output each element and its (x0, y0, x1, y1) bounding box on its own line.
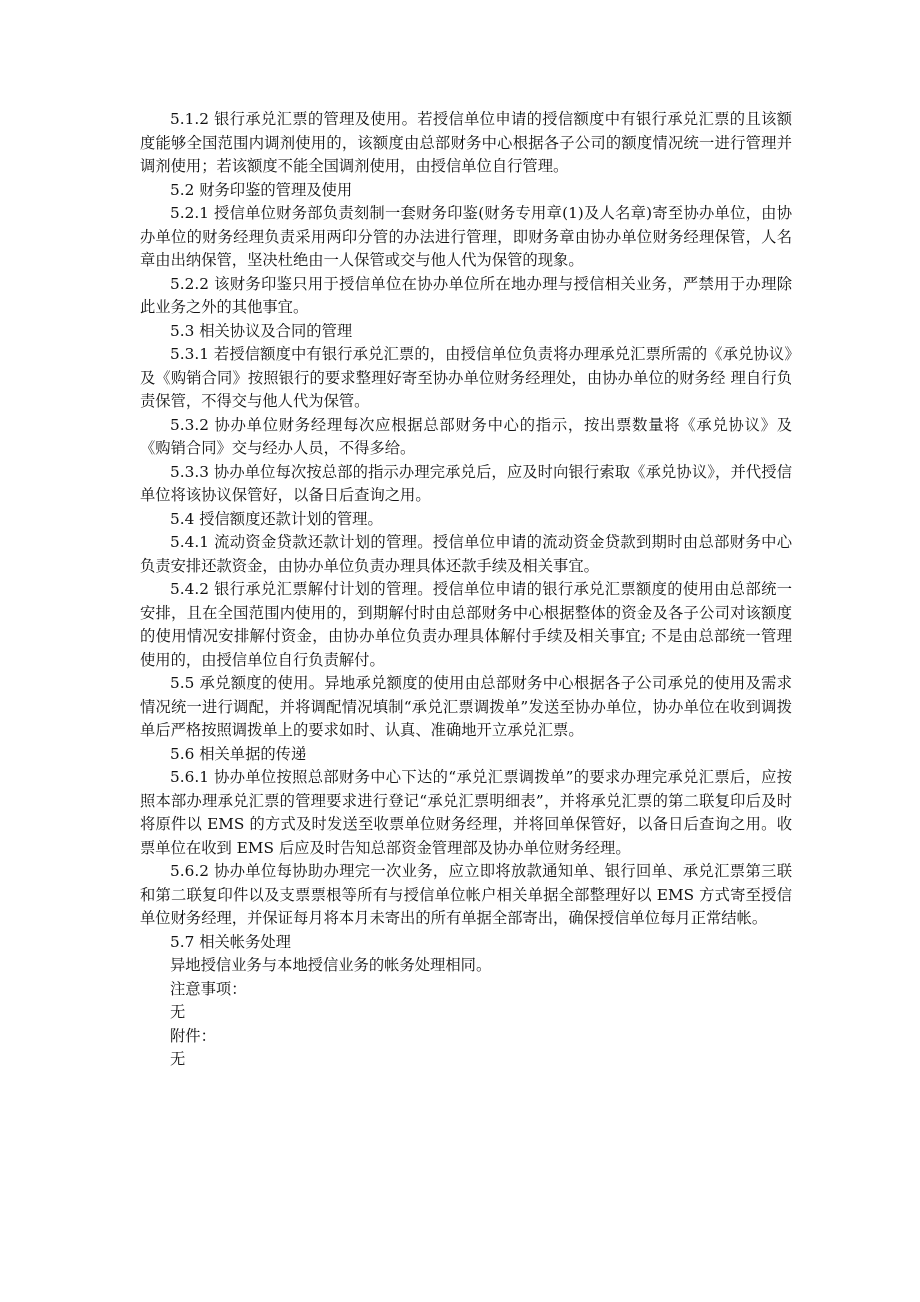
paragraph-5-2-2: 5.2.2 该财务印鉴只用于授信单位在协办单位所在地办理与授信相关业务，严禁用于办理除此业务之外的其他事宜。 (140, 274, 792, 316)
paragraph-5-6-1: 5.6.1 协办单位按照总部财务中心下达的“承兑汇票调拨单”的要求办理完承兑汇票后，应按照本部办理承兑汇票的管理要求进行登记“承兑汇票明细表”，并将承兑汇票的第二联复印后及时将原件以 EMS 的方式及时发送至收票单位财务经理，并将回单保管好，以备日后查询之用。收票单位在收到 EMS 后应及时告知总部资金管理部及协办单位财务经理。 (140, 768, 792, 857)
paragraph-5-3-1: 5.3.1 若授信额度中有银行承兑汇票的，由授信单位负责将办理承兑汇票所需的《承兑协议》及《购销合同》按照银行的要求整理好寄至协办单位财务经理处，由协办单位的财务经 理自行负责保管，不得交与他人代为保管。 (140, 345, 792, 410)
attachments-label: 附件： (170, 1026, 216, 1045)
paragraph-5-2-1: 5.2.1 授信单位财务部负责刻制一套财务印鉴(财务专用章(1)及人名章)寄至协办单位，由协办单位的财务经理负责采用两印分管的办法进行管理，即财务章由协办单位财务经理保管，人名章由出纳保管，坚决杜绝由一人保管或交与他人代为保管的现象。 (140, 204, 792, 269)
section-heading-5-2: 5.2 财务印鉴的管理及使用 (170, 180, 353, 199)
paragraph-5-3-3: 5.3.3 协办单位每次按总部的指示办理完承兑后，应及时向银行索取《承兑协议》，并代授信单位将该协议保管好，以备日后查询之用。 (140, 462, 792, 504)
paragraph-5-5: 5.5 承兑额度的使用。异地承兑额度的使用由总部财务中心根据各子公司承兑的使用及需求情况统一进行调配，并将调配情况填制“承兑汇票调拨单”发送至协办单位，协办单位在收到调拨单后严格按照调拨单上的要求如时、认真、准确地开立承兑汇票。 (140, 674, 792, 739)
paragraph-5-4-1: 5.4.1 流动资金贷款还款计划的管理。授信单位申请的流动资金贷款到期时由总部财务中心负责安排还款资金，由协办单位负责办理具体还款手续及相关事宜。 (140, 533, 792, 575)
notes-label: 注意事项： (170, 979, 247, 998)
paragraph-5-3-2: 5.3.2 协办单位财务经理每次应根据总部财务中心的指示，按出票数量将《承兑协议》及《购销合同》交与经办人员，不得多给。 (140, 415, 792, 457)
paragraph-5-1-2: 5.1.2 银行承兑汇票的管理及使用。若授信单位申请的授信额度中有银行承兑汇票的且该额度能够全国范围内调剂使用的，该额度由总部财务中心根据各子公司的额度情况统一进行管理并调剂使用；若该额度不能全国调剂使用，由授信单位自行管理。 (140, 110, 792, 175)
section-heading-5-4: 5.4 授信额度还款计划的管理。 (170, 509, 383, 528)
paragraph-5-4-2: 5.4.2 银行承兑汇票解付计划的管理。授信单位申请的银行承兑汇票额度的使用由总部统一安排，且在全国范围内使用的，到期解付时由总部财务中心根据整体的资金及各子公司对该额度的使用情况安排解付资金，由协办单位负责办理具体解付手续及相关事宜; 不是由总部统一管理使用的，由授信单位自行负责解付。 (140, 580, 792, 669)
section-heading-5-3: 5.3 相关协议及合同的管理 (170, 321, 353, 340)
paragraph-5-6-2: 5.6.2 协办单位每协助办理完一次业务，应立即将放款通知单、银行回单、承兑汇票第三联和第二联复印件以及支票票根等所有与授信单位帐户相关单据全部整理好以 EMS 方式寄至授信单位财务经理，并保证每月将本月未寄出的所有单据全部寄出，确保授信单位每月正常结帐。 (140, 862, 792, 927)
section-heading-5-7: 5.7 相关帐务处理 (170, 932, 291, 951)
attachments-value: 无 (170, 1050, 186, 1068)
document-body (140, 108, 792, 1072)
section-heading-5-6: 5.6 相关单据的传递 (170, 744, 307, 763)
notes-value: 无 (170, 1003, 186, 1021)
paragraph-5-7-body: 异地授信业务与本地授信业务的帐务处理相同。 (170, 956, 492, 974)
